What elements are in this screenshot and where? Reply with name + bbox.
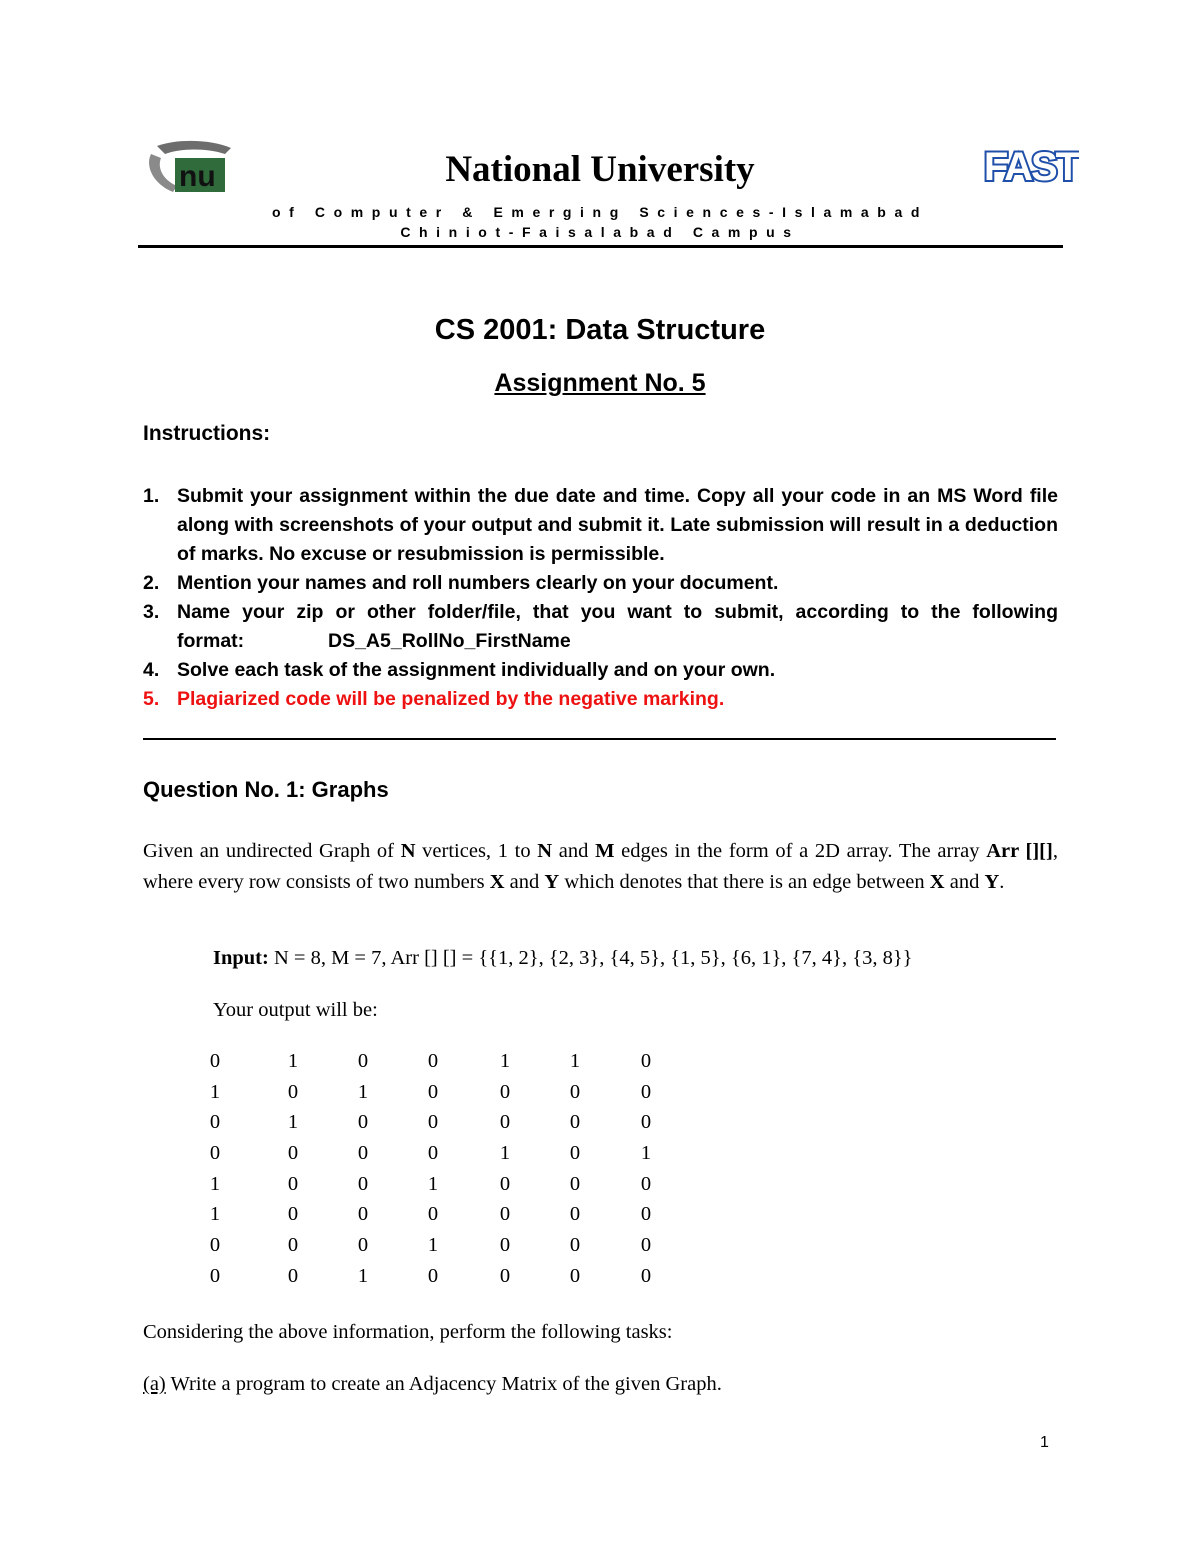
matrix-cell: 0	[499, 1080, 511, 1103]
matrix-cell: 0	[357, 1203, 369, 1226]
matrix-cell: 0	[569, 1080, 581, 1103]
matrix-cell: 1	[209, 1172, 221, 1195]
university-subtitle-2: Chiniot-Faisalabad Campus	[400, 224, 800, 240]
matrix-cell: 0	[357, 1142, 369, 1165]
matrix-cell: 0	[640, 1080, 652, 1103]
university-name: National University	[445, 149, 755, 190]
instruction-number: 1.	[143, 485, 160, 507]
fast-logo-text: FAST	[983, 145, 1079, 187]
course-title: CS 2001: Data Structure	[434, 314, 766, 346]
task-a	[143, 1373, 722, 1396]
matrix-cell: 0	[209, 1264, 221, 1287]
matrix-cell: 0	[640, 1050, 652, 1072]
assignment-title: Assignment No. 5	[494, 369, 706, 397]
matrix-cell: 0	[499, 1234, 511, 1257]
matrix-cell: 0	[427, 1264, 439, 1287]
instruction-text: Solve each task of the assignment individually and on your own.	[177, 659, 776, 681]
instruction-number: 3.	[143, 601, 160, 623]
instruction-item	[143, 598, 1058, 656]
matrix-cell: 1	[499, 1050, 511, 1072]
filename-format: DS_A5_RollNo_FirstName	[328, 630, 571, 652]
matrix-cell: 1	[209, 1203, 221, 1226]
matrix-cell: 0	[640, 1111, 652, 1134]
input-value: N = 8, M = 7, Arr [] [] = {{1, 2}, {2, 3}, {4, 5}, {1, 5}, {6, 1}, {7, 4}, {3, 8}}	[268, 947, 913, 969]
instruction-text: Submit your assignment within the due date and time. Copy all your code in an MS Word file along with screenshots of your output and submit it. Late submission will result in a deduction of marks. No excuse or resubmission is permissible.	[177, 485, 1058, 565]
matrix-cell: 0	[287, 1172, 299, 1195]
task-a-text: Write a program to create an Adjacency Matrix of the given Graph.	[165, 1373, 722, 1395]
matrix-cell: 0	[569, 1234, 581, 1257]
instruction-number: 4.	[143, 659, 160, 681]
matrix-cell: 0	[287, 1080, 299, 1103]
matrix-cell: 0	[357, 1172, 369, 1195]
matrix-cell: 1	[427, 1234, 439, 1257]
matrix-cell: 0	[569, 1264, 581, 1287]
matrix-cell: 0	[499, 1264, 511, 1287]
matrix-cell: 1	[640, 1142, 652, 1165]
matrix-cell: 0	[209, 1142, 221, 1165]
instruction-text: Mention your names and roll numbers clearly on your document.	[177, 572, 779, 594]
matrix-cell: 1	[287, 1050, 299, 1072]
nu-logo-text: nu	[179, 160, 216, 193]
instruction-number: 2.	[143, 572, 160, 594]
matrix-cell: 0	[287, 1264, 299, 1287]
matrix-cell: 0	[209, 1050, 221, 1072]
matrix-cell: 0	[209, 1111, 221, 1134]
matrix-cell: 0	[427, 1142, 439, 1165]
input-label: Input:	[213, 947, 269, 969]
matrix-cell: 0	[427, 1111, 439, 1134]
input-example	[213, 947, 913, 970]
fast-logo	[983, 143, 1079, 187]
matrix-cell: 0	[569, 1203, 581, 1226]
instruction-number: 5.	[143, 688, 160, 710]
matrix-cell: 0	[499, 1203, 511, 1226]
matrix-cell: 1	[569, 1050, 581, 1072]
instruction-text: Plagiarized code will be penalized by the negative marking.	[177, 688, 725, 710]
format-label: format:	[177, 630, 245, 652]
matrix-cell: 0	[499, 1111, 511, 1134]
section-divider	[143, 738, 1056, 740]
matrix-cell: 1	[209, 1080, 221, 1103]
matrix-cell: 0	[357, 1234, 369, 1257]
task-a-label: (a)	[143, 1373, 166, 1395]
matrix-cell: 0	[357, 1050, 369, 1072]
instruction-text: Name your zip or other folder/file, that you want to submit, according to the following	[177, 601, 1058, 623]
matrix-cell: 0	[287, 1203, 299, 1226]
matrix-cell: 0	[569, 1142, 581, 1165]
matrix-cell: 0	[640, 1234, 652, 1257]
matrix-cell: 1	[287, 1111, 299, 1134]
matrix-cell: 0	[287, 1234, 299, 1257]
matrix-cell: 0	[640, 1264, 652, 1287]
matrix-cell: 0	[569, 1172, 581, 1195]
matrix-cell: 1	[499, 1142, 511, 1165]
matrix-cell: 0	[287, 1142, 299, 1165]
university-subtitle-1: of Computer & Emerging Sciences-Islamabad	[271, 204, 928, 220]
header-divider	[138, 245, 1063, 248]
matrix-cell: 0	[640, 1172, 652, 1195]
matrix-cell: 0	[427, 1203, 439, 1226]
matrix-cell: 1	[427, 1172, 439, 1195]
output-label: Your output will be:	[213, 999, 378, 1021]
page-number: 1	[1040, 1434, 1049, 1451]
matrix-cell: 0	[499, 1172, 511, 1195]
matrix-cell: 0	[357, 1111, 369, 1134]
matrix-cell: 1	[357, 1264, 369, 1287]
matrix-cell: 0	[209, 1234, 221, 1257]
question-heading: Question No. 1: Graphs	[143, 777, 389, 802]
matrix-cell: 0	[569, 1111, 581, 1134]
matrix-cell: 1	[357, 1080, 369, 1103]
matrix-cell: 0	[427, 1050, 439, 1072]
tasks-intro: Considering the above information, perform the following tasks:	[143, 1321, 673, 1343]
matrix-cell: 0	[640, 1203, 652, 1226]
question-description: Given an undirected Graph of N vertices, 1 to N and M edges in the form of a 2D array. The array Arr [][], where every row consists of two numbers X and Y which denotes that there is an edge between X and Y.	[143, 840, 1058, 893]
matrix-cell: 0	[427, 1080, 439, 1103]
instructions-heading: Instructions:	[143, 422, 271, 445]
